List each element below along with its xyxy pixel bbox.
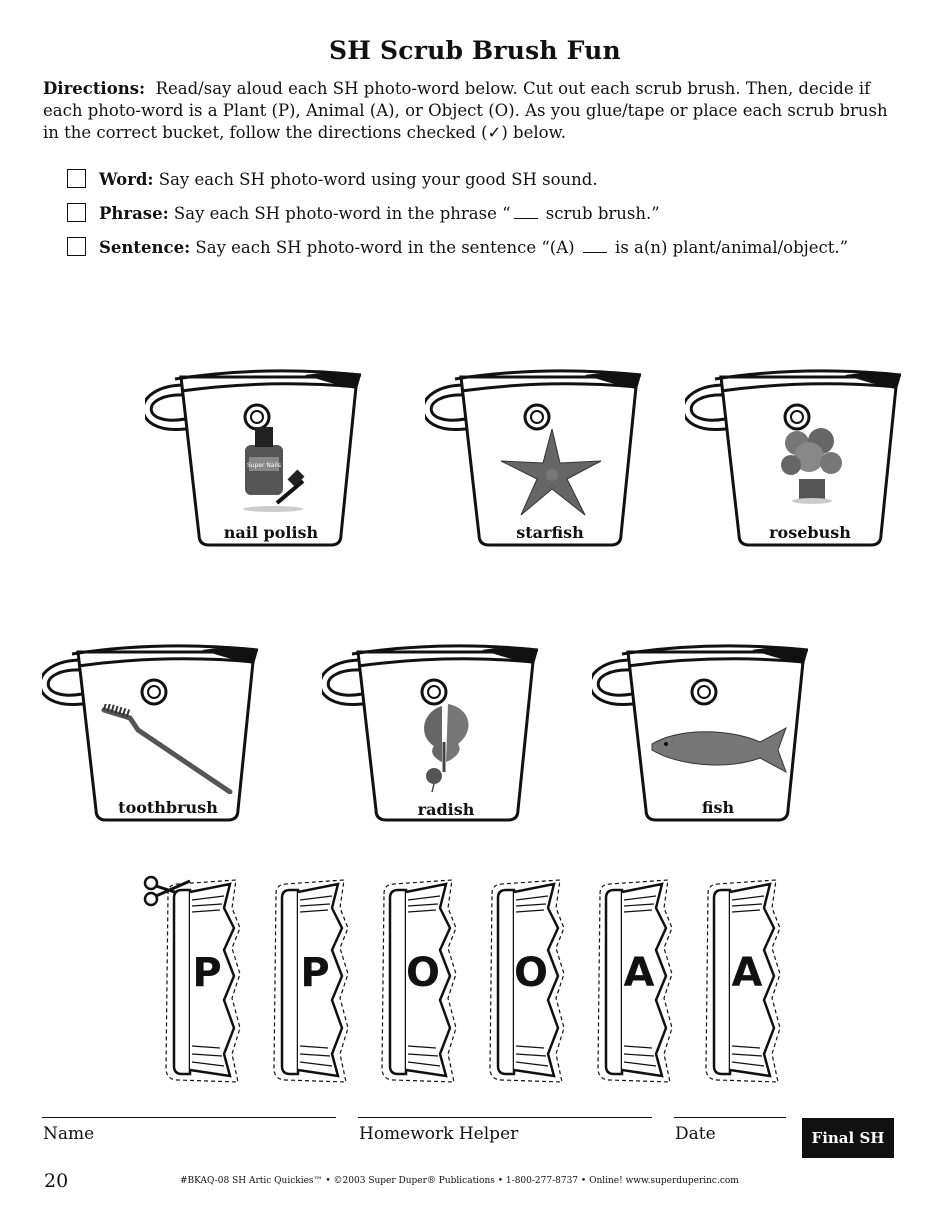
scrub-brush-cutout[interactable] <box>484 878 564 1083</box>
bucket-label: radish <box>417 800 475 819</box>
bucket-label: fish <box>701 798 735 817</box>
blank-line <box>583 240 607 253</box>
bucket-starfish <box>425 365 655 565</box>
scrub-brush-cutout[interactable] <box>700 878 780 1083</box>
brush-letter: A <box>731 950 763 996</box>
option-sentence-text-after: is a(n) plant/animal/object.” <box>609 238 849 257</box>
sentence-checkbox[interactable] <box>67 237 86 256</box>
directions-text: Read/say aloud each SH photo-word below. Cut out each scrub brush. Then, decide if each photo-word is a Plant (P), Animal (A), or Object (O). As you glue/tape or place each scrub brush in the correct bucket, follow the directions checked (✓) below. <box>43 79 888 142</box>
brush-letter: O <box>405 950 440 996</box>
bucket-toothbrush <box>42 640 272 840</box>
name-line[interactable] <box>42 1117 336 1118</box>
page-title: SH Scrub Brush Fun <box>329 36 621 65</box>
brush-letter: P <box>192 950 222 996</box>
option-phrase-text-before: Say each SH photo-word in the phrase “ <box>173 204 511 223</box>
directions-label: Directions: <box>43 79 146 98</box>
final-sh-badge: Final SH <box>802 1118 894 1158</box>
bucket-label: rosebush <box>769 523 851 542</box>
bucket-label: toothbrush <box>118 798 218 817</box>
option-word-label: Word: <box>99 170 154 189</box>
date-line[interactable] <box>674 1117 786 1118</box>
option-phrase-label: Phrase: <box>99 204 169 223</box>
bucket-rosebush <box>685 365 915 565</box>
word-checkbox[interactable] <box>67 169 86 188</box>
bucket-fish <box>592 640 822 840</box>
date-label: Date <box>675 1124 716 1144</box>
bucket-label: starfish <box>516 523 584 542</box>
fish-image <box>648 724 788 776</box>
radish-image <box>412 702 482 794</box>
bucket-label: nail polish <box>223 523 319 542</box>
scrub-brush-cutout[interactable] <box>592 878 672 1083</box>
brush-letter: O <box>513 950 548 996</box>
option-sentence-label: Sentence: <box>99 238 191 257</box>
brush-letter: P <box>300 950 330 996</box>
starfish-image <box>497 427 607 517</box>
scrub-brush-cutout[interactable] <box>376 878 456 1083</box>
directions <box>43 78 903 144</box>
page-number: 20 <box>44 1170 69 1192</box>
blank-line <box>514 206 538 219</box>
bucket-nail-polish <box>145 365 375 565</box>
option-sentence-text-before: Say each SH photo-word in the sentence “(A) <box>195 238 580 257</box>
helper-line[interactable] <box>358 1117 652 1118</box>
nail-polish-image <box>233 423 313 513</box>
bucket-radish <box>322 640 552 840</box>
rosebush-image <box>777 427 847 507</box>
option-word-text: Say each SH photo-word using your good SH sound. <box>158 170 598 189</box>
scrub-brush-cutout[interactable] <box>268 878 348 1083</box>
phrase-checkbox[interactable] <box>67 203 86 222</box>
footer-credits: #BKAQ-08 SH Artic Quickies™ • ©2003 Super Duper® Publications • 1-800-277-8737 • Online! www.superduperinc.com <box>180 1176 739 1186</box>
toothbrush-image <box>100 704 235 794</box>
option-phrase-text-after: scrub brush.” <box>540 204 660 223</box>
brush-letter: A <box>623 950 655 996</box>
bottle-label: Super Nails <box>246 462 282 469</box>
name-label: Name <box>43 1124 95 1144</box>
helper-label: Homework Helper <box>359 1124 519 1144</box>
scrub-brush-cutout[interactable] <box>160 878 240 1083</box>
